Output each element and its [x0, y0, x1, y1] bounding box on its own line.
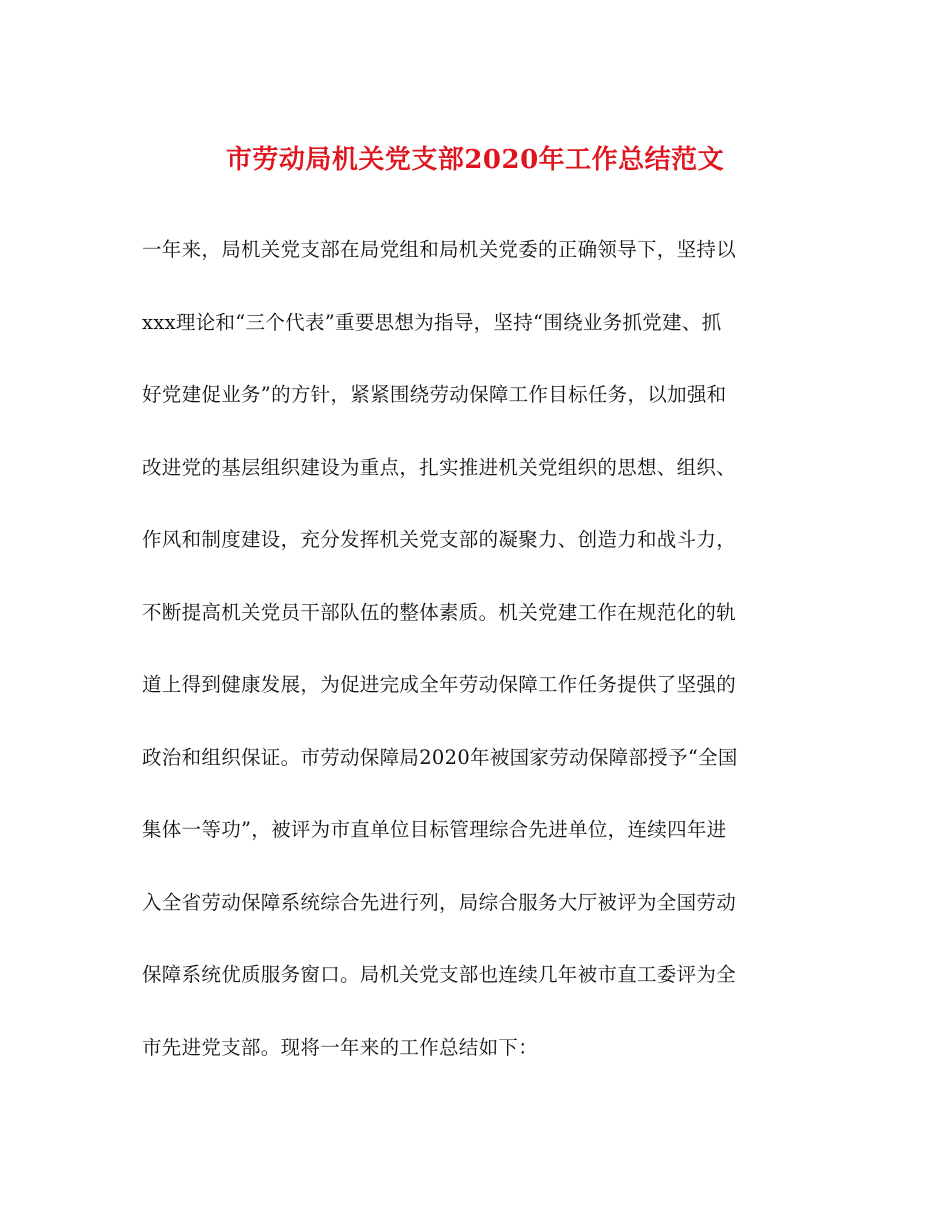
body-line: 改进党的基层组织建设为重点，扎实推进机关党组织的思想、组织、	[142, 455, 737, 479]
body-line: 一年来，局机关党支部在局党组和局机关党委的正确领导下，坚持以	[142, 238, 737, 261]
body-line: 不断提高机关党员干部队伍的整体素质。机关党建工作在规范化的轨	[142, 600, 737, 624]
body-line: 市先进党支部。现将一年来的工作总结如下：	[142, 1035, 539, 1059]
body-line: 入全省劳动保障系统综合先进行列，局综合服务大厅被评为全国劳动	[142, 890, 737, 914]
body-line: 道上得到健康发展，为促进完成全年劳动保障工作任务提供了坚强的	[142, 673, 737, 696]
body-line: 保障系统优质服务窗口。局机关党支部也连续几年被市直工委评为全	[142, 963, 737, 986]
document-body	[142, 228, 812, 1098]
body-line: 集体一等功”，被评为市直单位目标管理综合先进单位，连续四年进	[142, 818, 727, 841]
body-line: 好党建促业务”的方针，紧紧围绕劳动保障工作目标任务，以加强和	[142, 383, 727, 406]
document-title: 市劳动局机关党支部2020年工作总结范文	[225, 145, 725, 175]
body-line: xxx理论和“三个代表”重要思想为指导，坚持“围绕业务抓党建、抓	[142, 310, 722, 334]
body-line: 政治和组织保证。市劳动保障局2020年被国家劳动保障部授予“全国	[142, 745, 738, 769]
body-line: 作风和制度建设，充分发挥机关党支部的凝聚力、创造力和战斗力，	[142, 528, 737, 551]
